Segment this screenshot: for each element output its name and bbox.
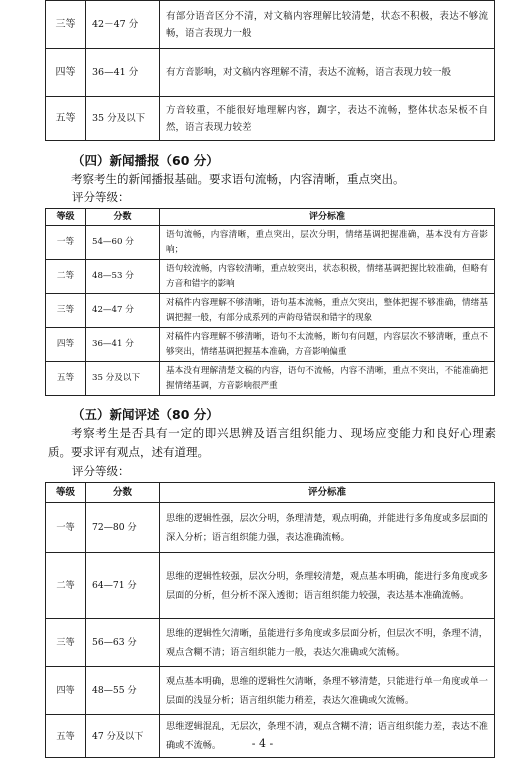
header-level: 等级 (46, 483, 86, 503)
score-cell: 48—55 分 (86, 667, 160, 715)
table-row (46, 1, 495, 49)
level-cell: 三等 (46, 619, 86, 667)
level-cell: 二等 (46, 260, 86, 294)
table-header-row (46, 483, 495, 503)
table-row (46, 619, 495, 667)
score-cell: 36—41 分 (86, 49, 160, 97)
criteria-cell: 思维逻辑混乱，无层次，条理不清，观点含糊不清；语言组织能力差，表达不准确或不流畅。 (160, 715, 495, 758)
score-cell: 35 分及以下 (86, 362, 160, 396)
criteria-cell: 对稿件内容理解不够清晰，语句基本流畅，重点欠突出，整体把握不够准确，情绪基调把握一般，有部分成系列的声韵母错误和错字的现象 (160, 294, 495, 328)
score-table-continued (45, 0, 495, 141)
score-cell: 64—71 分 (86, 553, 160, 619)
grade-label: 评分等级： (72, 190, 130, 204)
level-cell: 四等 (46, 49, 86, 97)
criteria-cell: 方音较重，不能很好地理解内容，踟字，表达不流畅，整体状态呆板不自然，语言表现力较差 (160, 97, 495, 141)
table-row (46, 328, 495, 362)
news-commentary-score-table (45, 482, 495, 758)
criteria-cell: 基本没有理解清楚文稿的内容，语句不流畅，内容不清晰，重点不突出，不能准确把握情绪基调，方音影响很严重 (160, 362, 495, 396)
section-description: 考察考生是否具有一定的即兴思辨及语言组织能力、现场应变能力和良好心理素质。要求评有观点，述有道理。 (48, 426, 496, 459)
criteria-cell: 语句较流畅，内容较清晰，重点较突出，状态积极，情绪基调把握比较准确，但略有方音和错字的影响 (160, 260, 495, 294)
table-row (46, 294, 495, 328)
header-criteria: 评分标准 (160, 209, 495, 226)
score-cell: 35 分及以下 (86, 97, 160, 141)
level-cell: 一等 (46, 226, 86, 260)
section-heading-news-broadcast: （四）新闻播报（60 分） (72, 153, 219, 168)
criteria-cell: 观点基本明确，思维的逻辑性欠清晰，条理不够清楚，只能进行单一角度或单一层面的浅显分析；语言组织能力稍差，表达欠准确或欠流畅。 (160, 667, 495, 715)
table-row (46, 49, 495, 97)
level-cell: 二等 (46, 553, 86, 619)
level-cell: 三等 (46, 294, 86, 328)
table-row (46, 667, 495, 715)
score-cell: 56—63 分 (86, 619, 160, 667)
criteria-cell: 语句流畅，内容清晰，重点突出，层次分明，情绪基调把握准确，基本没有方音影响； (160, 226, 495, 260)
criteria-cell: 思维的逻辑性强，层次分明，条理清楚，观点明确，并能进行多角度或多层面的深入分析；语言组织能力强，表达准确流畅。 (160, 503, 495, 553)
level-cell: 四等 (46, 667, 86, 715)
header-criteria: 评分标准 (160, 483, 495, 503)
table-row (46, 260, 495, 294)
page-number: - 4 - (251, 737, 274, 750)
criteria-cell: 有方音影响，对文稿内容理解不清，表达不流畅，语言表现力较一般 (160, 49, 495, 97)
criteria-cell: 思维的逻辑性较强，层次分明，条理较清楚，观点基本明确，能进行多角度或多层面的分析，但分析不深入透彻；语言组织能力较强，表达基本准确流畅。 (160, 553, 495, 619)
level-cell: 五等 (46, 362, 86, 396)
table-header-row (46, 209, 495, 226)
header-level: 等级 (46, 209, 86, 226)
section-heading-news-commentary: （五）新闻评述（80 分） (72, 407, 219, 422)
criteria-cell: 有部分语音区分不清，对文稿内容理解比较清楚，状态不积极，表达不够流畅，语言表现力一般 (160, 1, 495, 49)
level-cell: 一等 (46, 503, 86, 553)
table-row (46, 97, 495, 141)
score-cell: 54—60 分 (86, 226, 160, 260)
score-cell: 48—53 分 (86, 260, 160, 294)
header-score: 分数 (86, 209, 160, 226)
criteria-cell: 对稿件内容理解不够清晰，语句不太流畅，断句有问题，内容层次不够清晰，重点不够突出，情绪基调把握基本准确，方音影响偏重 (160, 328, 495, 362)
score-cell: 72—80 分 (86, 503, 160, 553)
criteria-cell: 思维的逻辑性欠清晰，虽能进行多角度或多层面分析，但层次不明，条理不清，观点含糊不清；语言组织能力一般，表达欠准确或欠流畅。 (160, 619, 495, 667)
table-row (46, 362, 495, 396)
table-row (46, 503, 495, 553)
score-cell: 42－47 分 (86, 1, 160, 49)
score-cell: 47 分及以下 (86, 715, 160, 758)
level-cell: 三等 (46, 1, 86, 49)
table-row (46, 226, 495, 260)
section-description: 考察考生的新闻播报基础。要求语句流畅，内容清晰，重点突出。 (71, 172, 405, 186)
header-score: 分数 (86, 483, 160, 503)
grade-label: 评分等级： (72, 464, 130, 478)
level-cell: 五等 (46, 715, 86, 758)
table-row (46, 715, 495, 758)
level-cell: 四等 (46, 328, 86, 362)
news-broadcast-score-table (45, 208, 495, 396)
score-cell: 36—41 分 (86, 328, 160, 362)
table-row (46, 553, 495, 619)
level-cell: 五等 (46, 97, 86, 141)
score-cell: 42—47 分 (86, 294, 160, 328)
